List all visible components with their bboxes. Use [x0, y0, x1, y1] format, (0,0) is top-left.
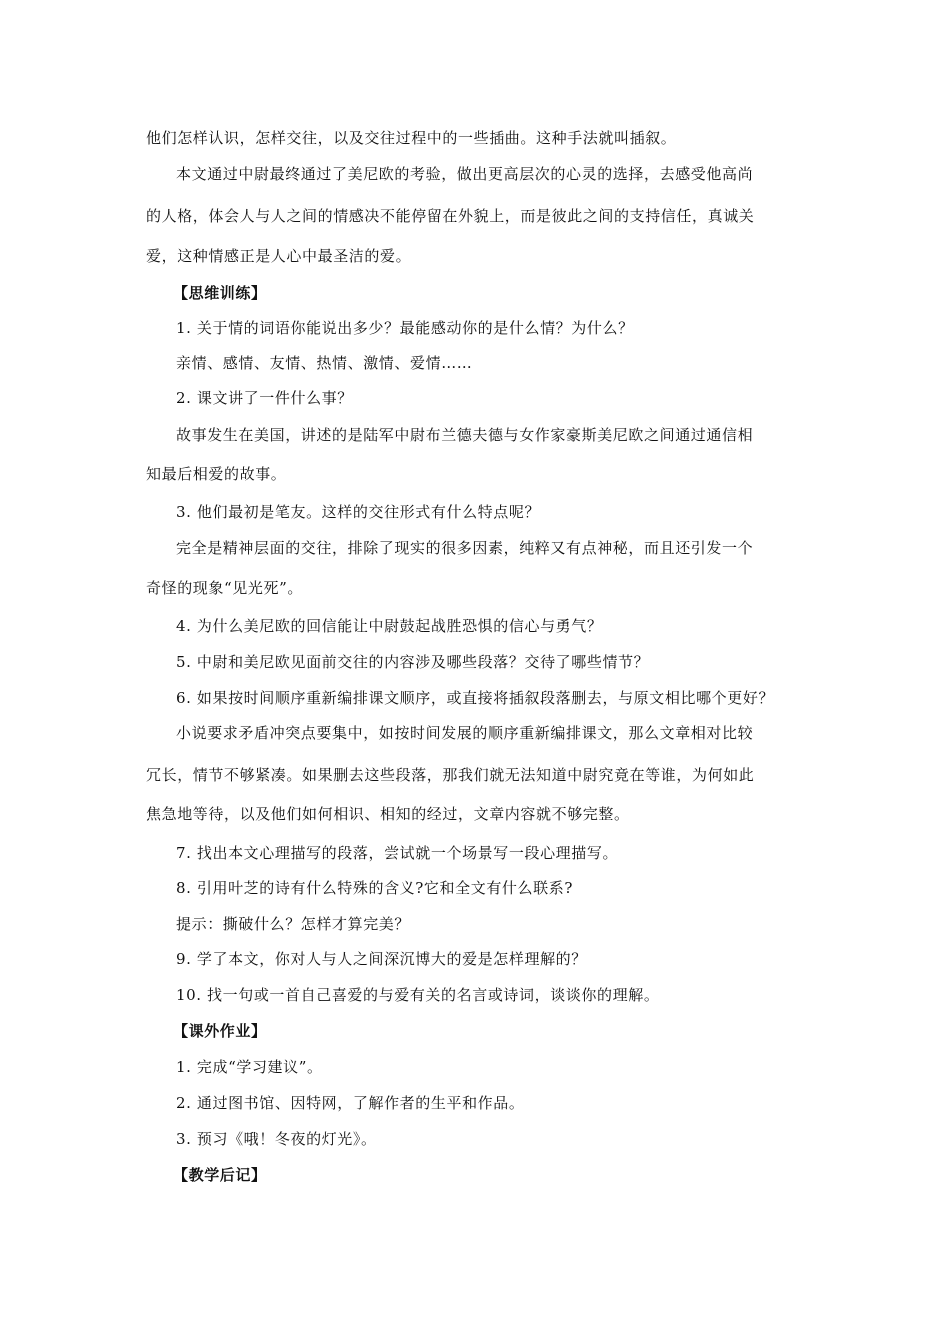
section-heading-postscript: 【教学后记】: [173, 1166, 267, 1184]
paragraph-line: 的人格，体会人与人之间的情感决不能停留在外貌上，而是彼此之间的支持信任，真诚关: [146, 207, 755, 225]
paragraph-line: 他们怎样认识，怎样交往，以及交往过程中的一些插曲。这种手法就叫插叙。: [146, 129, 677, 147]
paragraph-line: 本文通过中尉最终通过了美尼欧的考验，做出更高层次的心灵的选择，去感受他高尚: [176, 165, 754, 183]
answer-6-line: 小说要求矛盾冲突点要集中，如按时间发展的顺序重新编排课文，那么文章相对比较: [176, 724, 754, 742]
question-7: 7. 找出本文心理描写的段落，尝试就一个场景写一段心理描写。: [176, 844, 619, 862]
question-8: 8. 引用叶芝的诗有什么特殊的含义?它和全文有什么联系?: [176, 879, 573, 897]
question-9: 9. 学了本文，你对人与人之间深沉博大的爱是怎样理解的？: [176, 950, 587, 968]
answer-3-line: 奇怪的现象“见光死”。: [146, 579, 303, 597]
question-1: 1. 关于情的词语你能说出多少？最能感动你的是什么情？为什么？: [176, 319, 634, 337]
answer-6-line: 冗长，情节不够紧凑。如果删去这些段落，那我们就无法知道中尉究竟在等谁，为何如此: [146, 766, 755, 784]
answer-1: 亲情、感情、友情、热情、激情、爱情……: [176, 354, 473, 372]
question-2: 2. 课文讲了一件什么事？: [176, 389, 353, 407]
section-heading-homework: 【课外作业】: [173, 1022, 267, 1040]
answer-2-line: 故事发生在美国，讲述的是陆军中尉布兰德夫德与女作家豪斯美尼欧之间通过通信相: [176, 426, 754, 444]
answer-2-line: 知最后相爱的故事。: [146, 465, 287, 483]
section-heading-thinking: 【思维训练】: [173, 284, 267, 302]
paragraph-line: 爱，这种情感正是人心中最圣洁的爱。: [146, 247, 412, 265]
answer-6-line: 焦急地等待，以及他们如何相识、相知的经过，文章内容就不够完整。: [146, 805, 630, 823]
question-6: 6. 如果按时间顺序重新编排课文顺序，或直接将插叙段落删去，与原文相比哪个更好？: [176, 689, 775, 707]
answer-3-line: 完全是精神层面的交往，排除了现实的很多因素，纯粹又有点神秘，而且还引发一个: [176, 539, 754, 557]
question-5: 5. 中尉和美尼欧见面前交往的内容涉及哪些段落？交待了哪些情节？: [176, 653, 650, 671]
homework-item-3: 3. 预习《哦！冬夜的灯光》。: [176, 1130, 377, 1148]
homework-item-1: 1. 完成“学习建议”。: [176, 1058, 323, 1076]
question-10: 10. 找一句或一首自己喜爱的与爱有关的名言或诗词，谈谈你的理解。: [176, 986, 660, 1004]
homework-item-2: 2. 通过图书馆、因特网，了解作者的生平和作品。: [176, 1094, 525, 1112]
question-4: 4. 为什么美尼欧的回信能让中尉鼓起战胜恐惧的信心与勇气？: [176, 617, 603, 635]
answer-8: 提示：撕破什么？怎样才算完美？: [176, 915, 411, 933]
question-3: 3. 他们最初是笔友。这样的交往形式有什么特点呢？: [176, 503, 541, 521]
